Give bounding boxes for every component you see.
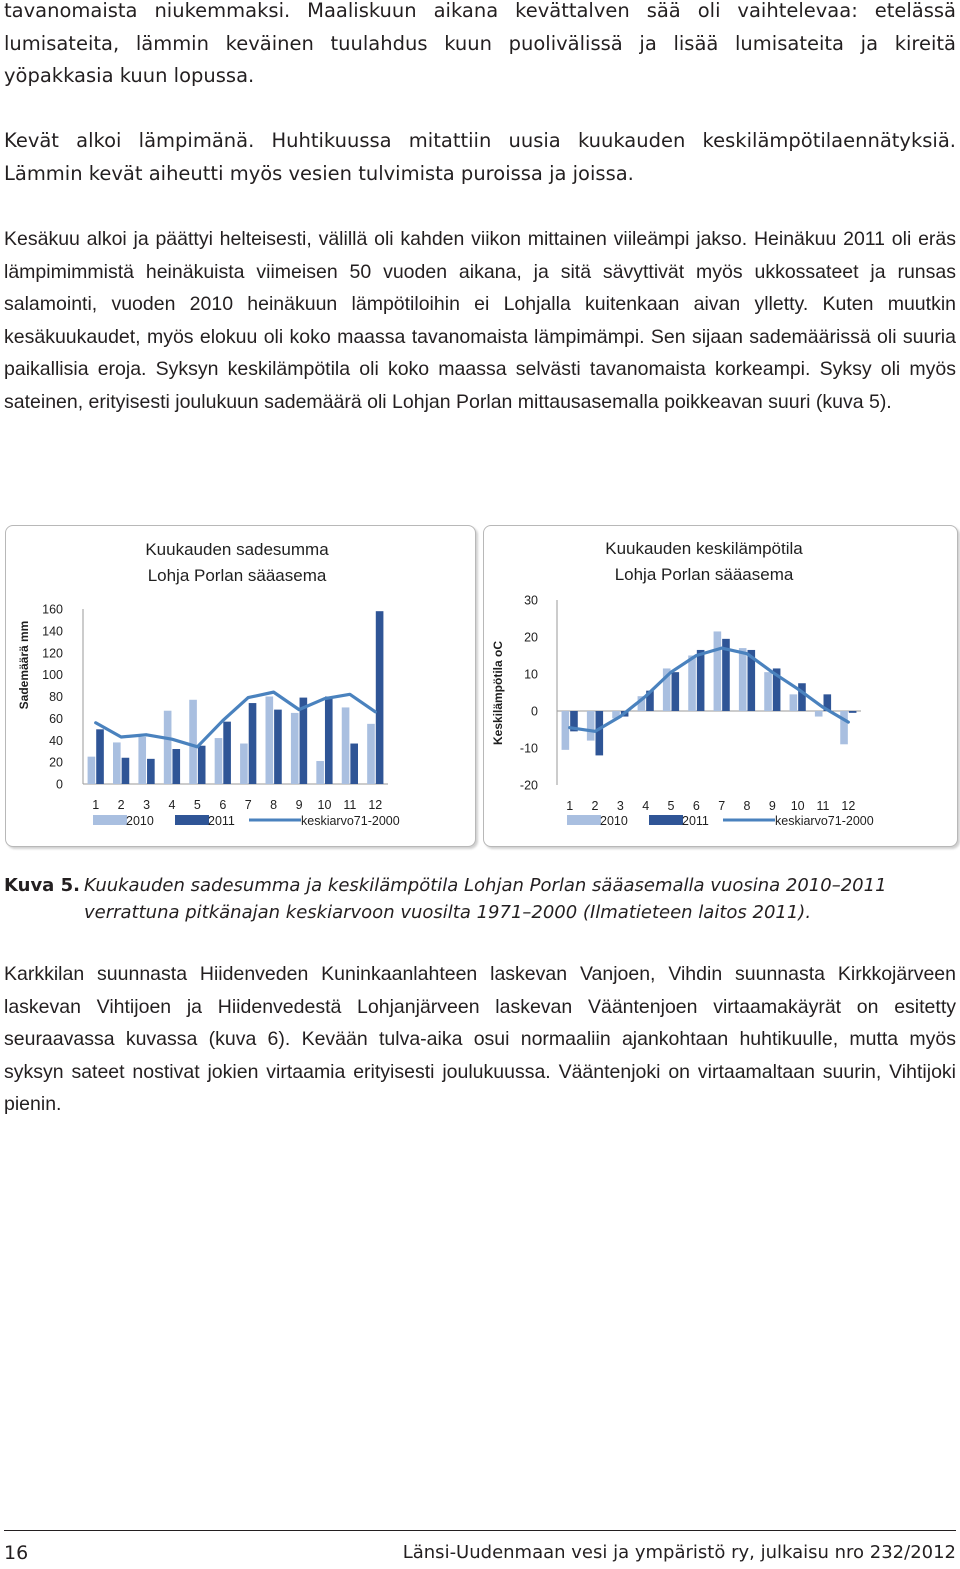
x-tick-label: 5 bbox=[193, 798, 201, 812]
x-tick-label: 9 bbox=[295, 798, 303, 812]
bar-2011-month-10 bbox=[798, 683, 806, 711]
x-tick-label: 8 bbox=[743, 799, 751, 813]
y-tick-label: 20 bbox=[49, 755, 63, 770]
legend-swatch-2010 bbox=[93, 815, 127, 825]
bar-2010-month-11 bbox=[815, 711, 823, 717]
y-tick-label: 80 bbox=[49, 690, 63, 704]
temperature-chart-svg bbox=[484, 526, 957, 846]
x-tick-label: 6 bbox=[219, 798, 227, 812]
precipitation-chart bbox=[5, 525, 476, 847]
bar-2011-month-6 bbox=[223, 722, 231, 784]
legend-label-2010: 2010 bbox=[126, 814, 154, 828]
chart-title-line: Kuukauden keskilämpötila bbox=[605, 539, 803, 558]
y-tick-label: 0 bbox=[56, 777, 63, 792]
y-tick-label: 0 bbox=[531, 704, 538, 719]
bar-2010-month-10 bbox=[790, 694, 798, 711]
line-keskiarvo71-2000 bbox=[570, 648, 849, 731]
bar-2010-month-1 bbox=[88, 757, 96, 784]
bar-2010-month-6 bbox=[215, 738, 223, 784]
bar-2010-month-9 bbox=[764, 672, 772, 711]
x-tick-label: 9 bbox=[768, 799, 776, 813]
x-tick-label: 12 bbox=[368, 798, 383, 812]
legend-label-2011: 2011 bbox=[208, 814, 235, 828]
paragraph-spring: Kevät alkoi lämpimänä. Huhtikuussa mitattiin uusia kuukauden keskilämpötilaennätyksiä. Lämmin kevät aiheutti myös vesien tulvimista puroissa ja joissa. bbox=[4, 129, 956, 185]
bar-2010-month-3 bbox=[138, 737, 146, 784]
legend-swatch-2011 bbox=[175, 815, 209, 825]
x-tick-label: 2 bbox=[591, 799, 599, 813]
bar-2010-month-8 bbox=[266, 697, 274, 785]
y-axis-title: Keskilämpötila oC bbox=[491, 640, 505, 746]
chart-title-line: Lohja Porlan sääasema bbox=[614, 565, 794, 584]
legend-label-keskiarvo71-2000: keskiarvo71-2000 bbox=[775, 814, 874, 828]
bar-2011-month-3 bbox=[147, 759, 155, 784]
y-tick-label: -20 bbox=[519, 778, 538, 793]
x-tick-label: 7 bbox=[718, 799, 726, 813]
footer-divider bbox=[4, 1530, 956, 1531]
x-tick-label: 10 bbox=[790, 799, 805, 813]
x-tick-label: 2 bbox=[117, 798, 125, 812]
bar-2011-month-5 bbox=[198, 746, 206, 784]
legend-swatch-2011 bbox=[649, 815, 683, 825]
chart-title-line: Lohja Porlan sääasema bbox=[147, 566, 327, 585]
bar-2011-month-8 bbox=[274, 710, 282, 784]
precipitation-chart-svg bbox=[6, 526, 475, 846]
bar-2011-month-12 bbox=[849, 711, 857, 713]
bar-2010-month-7 bbox=[714, 631, 722, 711]
y-tick-label: 120 bbox=[42, 646, 63, 661]
legend-label-2011: 2011 bbox=[682, 814, 709, 828]
paragraph-rivers: Karkkilan suunnasta Hiidenveden Kuninkaanlahteen laskevan Vanjoen, Vihdin suunnasta Kirkkojärveen laskevan Vihtijoen ja Hiidenvedestä Lohjanjärveen laskevan Vääntenjoen virtaamakäyrät on esitetty seuraavassa kuvassa (kuva 6). Kevään tulva-aika osui normaaliin ajankohtaan huhtikuulle, mutta myös syksyn sateet nostivat jokien virtaamia erityisesti joulukuussa. Vääntenjoki on virtaamaltaan suurin, Vihtijoki pienin. bbox=[4, 963, 956, 1115]
legend-label-2010: 2010 bbox=[600, 814, 628, 828]
y-tick-label: 100 bbox=[42, 668, 63, 683]
y-axis-title: Sademäärä mm bbox=[17, 620, 31, 710]
x-tick-label: 3 bbox=[143, 798, 151, 812]
chart-title-line: Kuukauden sadesumma bbox=[145, 540, 329, 559]
y-tick-label: 10 bbox=[524, 667, 538, 682]
y-tick-label: 140 bbox=[42, 624, 63, 639]
bar-2011-month-10 bbox=[325, 697, 333, 785]
legend-swatch-2010 bbox=[567, 815, 601, 825]
paragraph-summer: Kesäkuu alkoi ja päättyi helteisesti, välillä oli kahden viikon mittainen viileämpi jakso. Heinäkuu 2011 oli eräs lämpimimmistä heinäkuista viimeisen 50 vuoden aikana, ja sitä sävyttivät myös ukkossateet ja runsas salamointi, vuoden 2010 heinäkuun lämpötiloihin ei Lohjalla kuitenkaan aivan ylletty. Kuten muutkin kesäkuukaudet, myös elokuu oli koko maassa tavanomaista lämpimämpi. Sen sijaan sademäärissä oli suuria paikallisia eroja. Syksyn keskilämpötila oli koko maassa selvästi tavanomaista korkeampi. Syksy oli myös sateinen, erityisesti joulukuun sademäärä oli Lohjan Porlan mittausasemalla poikkeavan suuri (kuva 5). bbox=[4, 228, 956, 413]
bar-2011-month-2 bbox=[596, 711, 604, 755]
bar-2010-month-1 bbox=[562, 711, 570, 750]
x-tick-label: 11 bbox=[343, 798, 357, 812]
bar-2010-month-8 bbox=[739, 648, 747, 711]
figure-caption bbox=[4, 872, 956, 923]
legend-label-keskiarvo71-2000: keskiarvo71-2000 bbox=[301, 814, 400, 828]
bar-2010-month-12 bbox=[367, 724, 375, 784]
x-tick-label: 11 bbox=[816, 799, 830, 813]
bar-2011-month-6 bbox=[697, 650, 705, 711]
x-tick-label: 3 bbox=[616, 799, 624, 813]
bar-2011-month-4 bbox=[172, 749, 180, 784]
y-tick-label: 30 bbox=[524, 593, 538, 608]
y-tick-label: 160 bbox=[42, 602, 63, 617]
x-tick-label: 8 bbox=[270, 798, 278, 812]
bar-2010-month-12 bbox=[840, 711, 848, 744]
x-tick-label: 10 bbox=[317, 798, 332, 812]
x-tick-label: 1 bbox=[92, 798, 100, 812]
bar-2010-month-6 bbox=[688, 656, 696, 712]
bar-2011-month-12 bbox=[376, 611, 384, 784]
bar-2010-month-2 bbox=[587, 711, 595, 741]
caption-label: Kuva 5. bbox=[4, 875, 80, 896]
bar-2010-month-4 bbox=[164, 711, 172, 784]
bar-2011-month-11 bbox=[350, 744, 358, 784]
bar-2010-month-5 bbox=[189, 700, 197, 784]
y-tick-label: 20 bbox=[524, 630, 538, 645]
bar-2011-month-1 bbox=[96, 729, 104, 784]
x-tick-label: 5 bbox=[667, 799, 675, 813]
bar-2011-month-7 bbox=[249, 703, 257, 784]
bar-2010-month-10 bbox=[316, 761, 324, 784]
bar-2010-month-9 bbox=[291, 713, 299, 784]
page-number: 16 bbox=[4, 1542, 29, 1564]
line-keskiarvo71-2000 bbox=[96, 692, 376, 747]
y-tick-label: 40 bbox=[49, 733, 63, 748]
caption-text: Kuukauden sadesumma ja keskilämpötila Lohjan Porlan sääasemalla vuosina 2010–2011 verrattuna pitkänajan keskiarvoon vuosilta 1971–2000 (Ilmatieteen laitos 2011). bbox=[84, 875, 887, 923]
bar-2010-month-11 bbox=[342, 707, 350, 784]
bar-2011-month-5 bbox=[672, 672, 680, 711]
x-tick-label: 4 bbox=[168, 798, 176, 812]
x-tick-label: 6 bbox=[692, 799, 700, 813]
publication-info: Länsi-Uudenmaan vesi ja ympäristö ry, julkaisu nro 232/2012 bbox=[402, 1542, 956, 1563]
y-tick-label: -10 bbox=[519, 741, 538, 756]
paragraph-intro: tavanomaista niukemmaksi. Maaliskuun aikana kevättalven sää oli vaihtelevaa: etelässä lumisateita, lämmin keväinen tuulahdus kuun puolivälissä ja lisää lumisateita ja kireitä yöpakkasia kuun lopussa. bbox=[4, 0, 956, 87]
temperature-chart bbox=[483, 525, 958, 847]
bar-2010-month-2 bbox=[113, 742, 121, 784]
bar-2010-month-7 bbox=[240, 744, 248, 784]
x-tick-label: 12 bbox=[841, 799, 856, 813]
x-tick-label: 1 bbox=[566, 799, 574, 813]
bar-2011-month-2 bbox=[122, 758, 130, 784]
x-tick-label: 7 bbox=[244, 798, 252, 812]
y-tick-label: 60 bbox=[49, 711, 63, 726]
x-tick-label: 4 bbox=[642, 799, 650, 813]
